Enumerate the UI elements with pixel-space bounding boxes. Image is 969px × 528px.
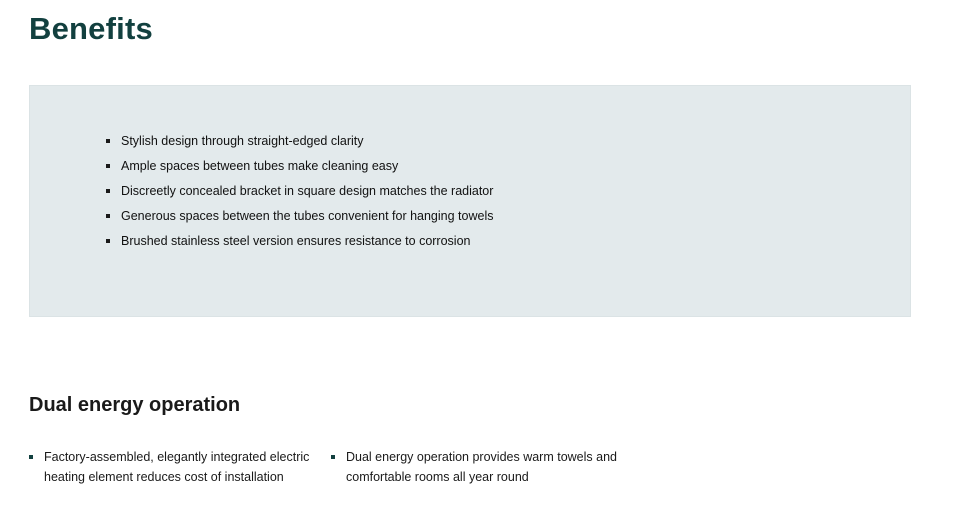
benefits-item-text: Brushed stainless steel version ensures resistance to corrosion (121, 234, 471, 248)
benefits-list (106, 129, 493, 254)
square-bullet-icon (106, 239, 110, 243)
benefits-list-item (106, 129, 493, 154)
dual-energy-list-item (29, 447, 321, 487)
dual-energy-heading: Dual energy operation (29, 394, 241, 416)
benefits-panel (29, 85, 911, 317)
square-bullet-icon (331, 455, 335, 459)
benefits-heading: Benefits (29, 11, 153, 46)
dual-energy-item-text: Factory-assembled, elegantly integrated electric heating element reduces cost of installation (44, 450, 310, 484)
benefits-list-item (106, 229, 493, 254)
dual-energy-list-item (331, 447, 631, 487)
square-bullet-icon (106, 164, 110, 168)
benefits-item-text: Stylish design through straight-edged clarity (121, 134, 364, 148)
square-bullet-icon (29, 455, 33, 459)
benefits-item-text: Ample spaces between tubes make cleaning easy (121, 159, 399, 173)
square-bullet-icon (106, 214, 110, 218)
benefits-list-item (106, 154, 493, 179)
benefits-item-text: Discreetly concealed bracket in square design matches the radiator (121, 184, 494, 198)
benefits-list-item (106, 204, 493, 229)
square-bullet-icon (106, 139, 110, 143)
square-bullet-icon (106, 189, 110, 193)
benefits-item-text: Generous spaces between the tubes convenient for hanging towels (121, 209, 494, 223)
dual-energy-item-text: Dual energy operation provides warm towels and comfortable rooms all year round (346, 450, 617, 484)
benefits-list-item (106, 179, 493, 204)
